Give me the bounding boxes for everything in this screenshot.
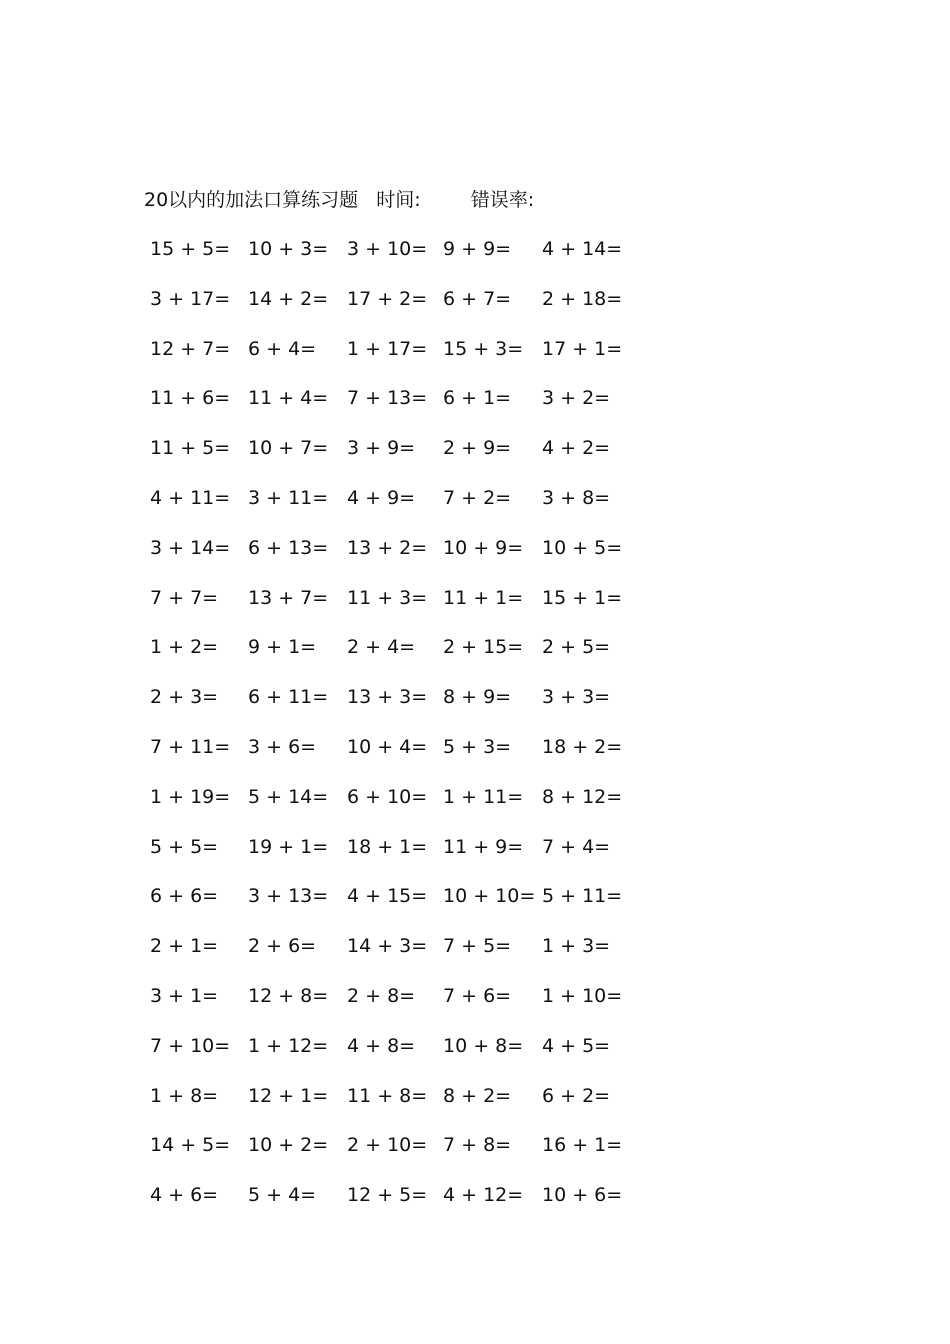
- addition-problem: 7 + 5=: [443, 935, 512, 958]
- addition-problem: 7 + 11=: [150, 735, 231, 758]
- addition-problem: 6 + 2=: [542, 1084, 611, 1107]
- addition-problem: 6 + 10=: [347, 785, 428, 808]
- addition-problem: 10 + 8=: [443, 1034, 524, 1057]
- addition-problem: 2 + 9=: [443, 437, 512, 460]
- addition-problem: 14 + 5=: [150, 1134, 231, 1157]
- addition-problem: 6 + 11=: [248, 686, 329, 709]
- addition-problem: 14 + 2=: [248, 287, 329, 310]
- addition-problem: 3 + 1=: [150, 984, 219, 1007]
- addition-problem: 3 + 17=: [150, 287, 231, 310]
- addition-problem: 10 + 6=: [542, 1184, 623, 1207]
- addition-problem: 15 + 3=: [443, 337, 524, 360]
- addition-problem: 12 + 8=: [248, 984, 329, 1007]
- addition-problem: 10 + 9=: [443, 536, 524, 559]
- addition-problem: 17 + 2=: [347, 287, 428, 310]
- addition-problem: 11 + 6=: [150, 387, 231, 410]
- time-label: 时间:: [376, 189, 421, 211]
- addition-problem: 4 + 2=: [542, 437, 611, 460]
- addition-problem: 2 + 8=: [347, 984, 416, 1007]
- addition-problem: 6 + 6=: [150, 885, 219, 908]
- addition-problem: 3 + 14=: [150, 536, 231, 559]
- addition-problem: 2 + 6=: [248, 935, 317, 958]
- addition-problem: 16 + 1=: [542, 1134, 623, 1157]
- addition-problem: 8 + 9=: [443, 686, 512, 709]
- addition-problem: 10 + 7=: [248, 437, 329, 460]
- addition-problem: 4 + 14=: [542, 238, 623, 260]
- addition-problem: 2 + 5=: [542, 636, 611, 659]
- addition-problem: 4 + 5=: [542, 1034, 611, 1057]
- addition-problem: 2 + 1=: [150, 935, 219, 958]
- addition-problem: 1 + 3=: [542, 935, 611, 958]
- addition-problem: 3 + 2=: [542, 387, 611, 410]
- addition-problem: 13 + 3=: [347, 686, 428, 709]
- addition-problem: 5 + 5=: [150, 835, 219, 858]
- addition-problem: 1 + 8=: [150, 1084, 219, 1107]
- addition-problem: 3 + 10=: [347, 238, 428, 260]
- addition-problem: 4 + 15=: [347, 885, 428, 908]
- addition-problem: 10 + 3=: [248, 238, 329, 260]
- addition-problem: 8 + 12=: [542, 785, 623, 808]
- addition-problem: 5 + 14=: [248, 785, 329, 808]
- addition-problem: 7 + 2=: [443, 486, 512, 509]
- addition-problem: 4 + 12=: [443, 1184, 524, 1207]
- worksheet-title: 20以内的加法口算练习题: [144, 189, 359, 211]
- addition-problem: 1 + 19=: [150, 785, 231, 808]
- addition-problem: 2 + 18=: [542, 287, 623, 310]
- addition-problem: 5 + 11=: [542, 885, 623, 908]
- addition-problem: 15 + 1=: [542, 586, 623, 609]
- addition-problem: 11 + 3=: [347, 586, 428, 609]
- addition-problem: 2 + 15=: [443, 636, 524, 659]
- addition-problem: 3 + 8=: [542, 486, 611, 509]
- addition-problem: 11 + 8=: [347, 1084, 428, 1107]
- addition-problem: 14 + 3=: [347, 935, 428, 958]
- addition-problem: 11 + 4=: [248, 387, 329, 410]
- addition-problem: 1 + 11=: [443, 785, 524, 808]
- worksheet-header: [144, 186, 534, 214]
- addition-problem: 5 + 3=: [443, 735, 512, 758]
- addition-problem: 5 + 4=: [248, 1184, 317, 1207]
- addition-problem: 11 + 9=: [443, 835, 524, 858]
- addition-problem: 1 + 17=: [347, 337, 428, 360]
- addition-problem: 6 + 1=: [443, 387, 512, 410]
- error-rate-label: 错误率:: [470, 189, 535, 211]
- addition-problem: 3 + 11=: [248, 486, 329, 509]
- addition-problem: 2 + 10=: [347, 1134, 428, 1157]
- addition-problem: 7 + 6=: [443, 984, 512, 1007]
- addition-problem: 10 + 2=: [248, 1134, 329, 1157]
- addition-problem: 17 + 1=: [542, 337, 623, 360]
- addition-problem: 15 + 5=: [150, 238, 231, 260]
- addition-problem: 13 + 7=: [248, 586, 329, 609]
- addition-problem: 7 + 4=: [542, 835, 611, 858]
- addition-problem: 18 + 2=: [542, 735, 623, 758]
- addition-problem: 6 + 7=: [443, 287, 512, 310]
- addition-problem: 8 + 2=: [443, 1084, 512, 1107]
- addition-problem: 4 + 8=: [347, 1034, 416, 1057]
- addition-problem: 13 + 2=: [347, 536, 428, 559]
- addition-problem: 10 + 5=: [542, 536, 623, 559]
- addition-problem: 7 + 13=: [347, 387, 428, 410]
- addition-problem: 19 + 1=: [248, 835, 329, 858]
- addition-problem: 4 + 11=: [150, 486, 231, 509]
- addition-problem: 6 + 4=: [248, 337, 317, 360]
- addition-problem: 2 + 4=: [347, 636, 416, 659]
- addition-problem: 18 + 1=: [347, 835, 428, 858]
- addition-problem: 12 + 5=: [347, 1184, 428, 1207]
- addition-problem: 1 + 12=: [248, 1034, 329, 1057]
- addition-problem: 11 + 1=: [443, 586, 524, 609]
- addition-problem: 3 + 9=: [347, 437, 416, 460]
- addition-problem: 7 + 10=: [150, 1034, 231, 1057]
- addition-problem: 4 + 6=: [150, 1184, 219, 1207]
- addition-problem: 10 + 10=: [443, 885, 536, 908]
- addition-problem: 12 + 1=: [248, 1084, 329, 1107]
- addition-problem: 12 + 7=: [150, 337, 231, 360]
- addition-problem: 4 + 9=: [347, 486, 416, 509]
- addition-problem: 2 + 3=: [150, 686, 219, 709]
- addition-problem: 3 + 3=: [542, 686, 611, 709]
- addition-problem: 3 + 6=: [248, 735, 317, 758]
- addition-problem: 1 + 2=: [150, 636, 219, 659]
- addition-problem: 7 + 7=: [150, 586, 219, 609]
- addition-problem: 9 + 1=: [248, 636, 317, 659]
- addition-problem: 10 + 4=: [347, 735, 428, 758]
- addition-problem: 11 + 5=: [150, 437, 231, 460]
- addition-problem: 1 + 10=: [542, 984, 623, 1007]
- addition-problem: 6 + 13=: [248, 536, 329, 559]
- addition-problem: 3 + 13=: [248, 885, 329, 908]
- addition-problem: 9 + 9=: [443, 238, 512, 260]
- addition-problem: 7 + 8=: [443, 1134, 512, 1157]
